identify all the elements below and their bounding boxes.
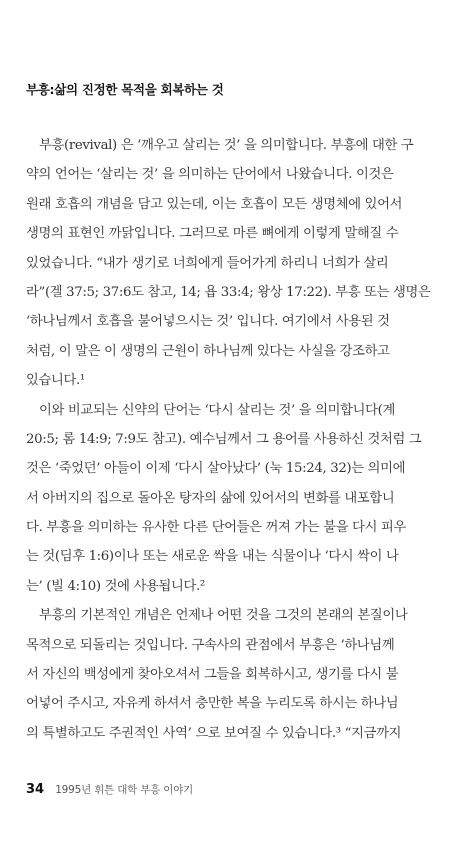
page-footer bbox=[26, 778, 193, 797]
text-line: 어넣어 주시고, 자유케 하셔서 충만한 복을 누리도록 하시는 하나님 bbox=[26, 696, 399, 712]
text-line: 부흥(revival) 은 ‘깨우고 살리는 것’ 을 의미합니다. 부흥에 대한 구 bbox=[39, 138, 414, 153]
body-text bbox=[26, 131, 431, 748]
text-line: 서 아버지의 집으로 돌아온 탕자의 삶에 있어서의 변화를 내포합니 bbox=[26, 490, 395, 506]
text-line: 원래 호흡의 개념을 담고 있는데, 이는 호흡이 모든 생명체에 있어서 bbox=[26, 196, 403, 212]
text-line: 다. 부흥을 의미하는 유사한 다른 단어들은 꺼져 가는 불을 다시 피우 bbox=[26, 520, 407, 536]
running-head: 1995년 휘튼 대학 부흥 이야기 bbox=[55, 784, 194, 796]
text-line: 있었습니다. “내가 생기로 너희에게 들어가게 하리니 너희가 살리 bbox=[26, 255, 389, 271]
text-line: 생명의 표현인 까닭입니다. 그러므로 마른 뼈에게 이렇게 말해질 수 bbox=[26, 226, 399, 242]
text-line: 약의 언어는 ‘살리는 것’ 을 의미하는 단어에서 나왔습니다. 이것은 bbox=[26, 167, 394, 183]
text-line: 이와 비교되는 신약의 단어는 ‘다시 살리는 것’ 을 의미합니다(계 bbox=[39, 402, 395, 418]
text-line: 서 자신의 백성에게 찾아오셔서 그들을 회복하시고, 생기를 다시 불 bbox=[26, 667, 399, 683]
text-line: 는’ (빌 4:10) 것에 사용됩니다.² bbox=[26, 578, 205, 594]
text-line: 것은 ‘죽었던’ 아들이 이제 ‘다시 살아났다’ (눅 15:24, 32)는 의미에 bbox=[26, 461, 406, 477]
text-line: 의 특별하고도 주권적인 사역’ 으로 보여질 수 있습니다.³ “지금까지 bbox=[26, 725, 402, 741]
text-line: 20:5; 롬 14:9; 7:9도 참고). 예수님께서 그 용어를 사용하신 것처럼 그 bbox=[26, 431, 422, 447]
section-title: 부흥:삶의 진정한 목적을 회복하는 것 bbox=[26, 82, 224, 97]
text-line: 라”(겔 37:5; 37:6도 참고, 14; 욥 33:4; 왕상 17:22). 부흥 또는 생명은 bbox=[26, 284, 431, 300]
text-line: 처럼, 이 말은 이 생명의 근원이 하나님께 있다는 사실을 강조하고 bbox=[26, 343, 390, 359]
text-line: 는 것(딤후 1:6)이나 또는 새로운 싹을 내는 식물이나 ‘다시 싹이 나 bbox=[26, 549, 399, 565]
text-line: ‘하나님께서 호흡을 불어넣으시는 것’ 입니다. 여기에서 사용된 것 bbox=[26, 314, 390, 330]
text-line: 있습니다.¹ bbox=[26, 373, 85, 389]
text-line: 부흥의 기본적인 개념은 언제나 어떤 것을 그것의 본래의 본질이나 bbox=[39, 608, 408, 624]
text-line: 목적으로 되돌리는 것입니다. 구속사의 관점에서 부흥은 ‘하나님께 bbox=[26, 637, 395, 653]
page-number: 34 bbox=[26, 782, 45, 797]
